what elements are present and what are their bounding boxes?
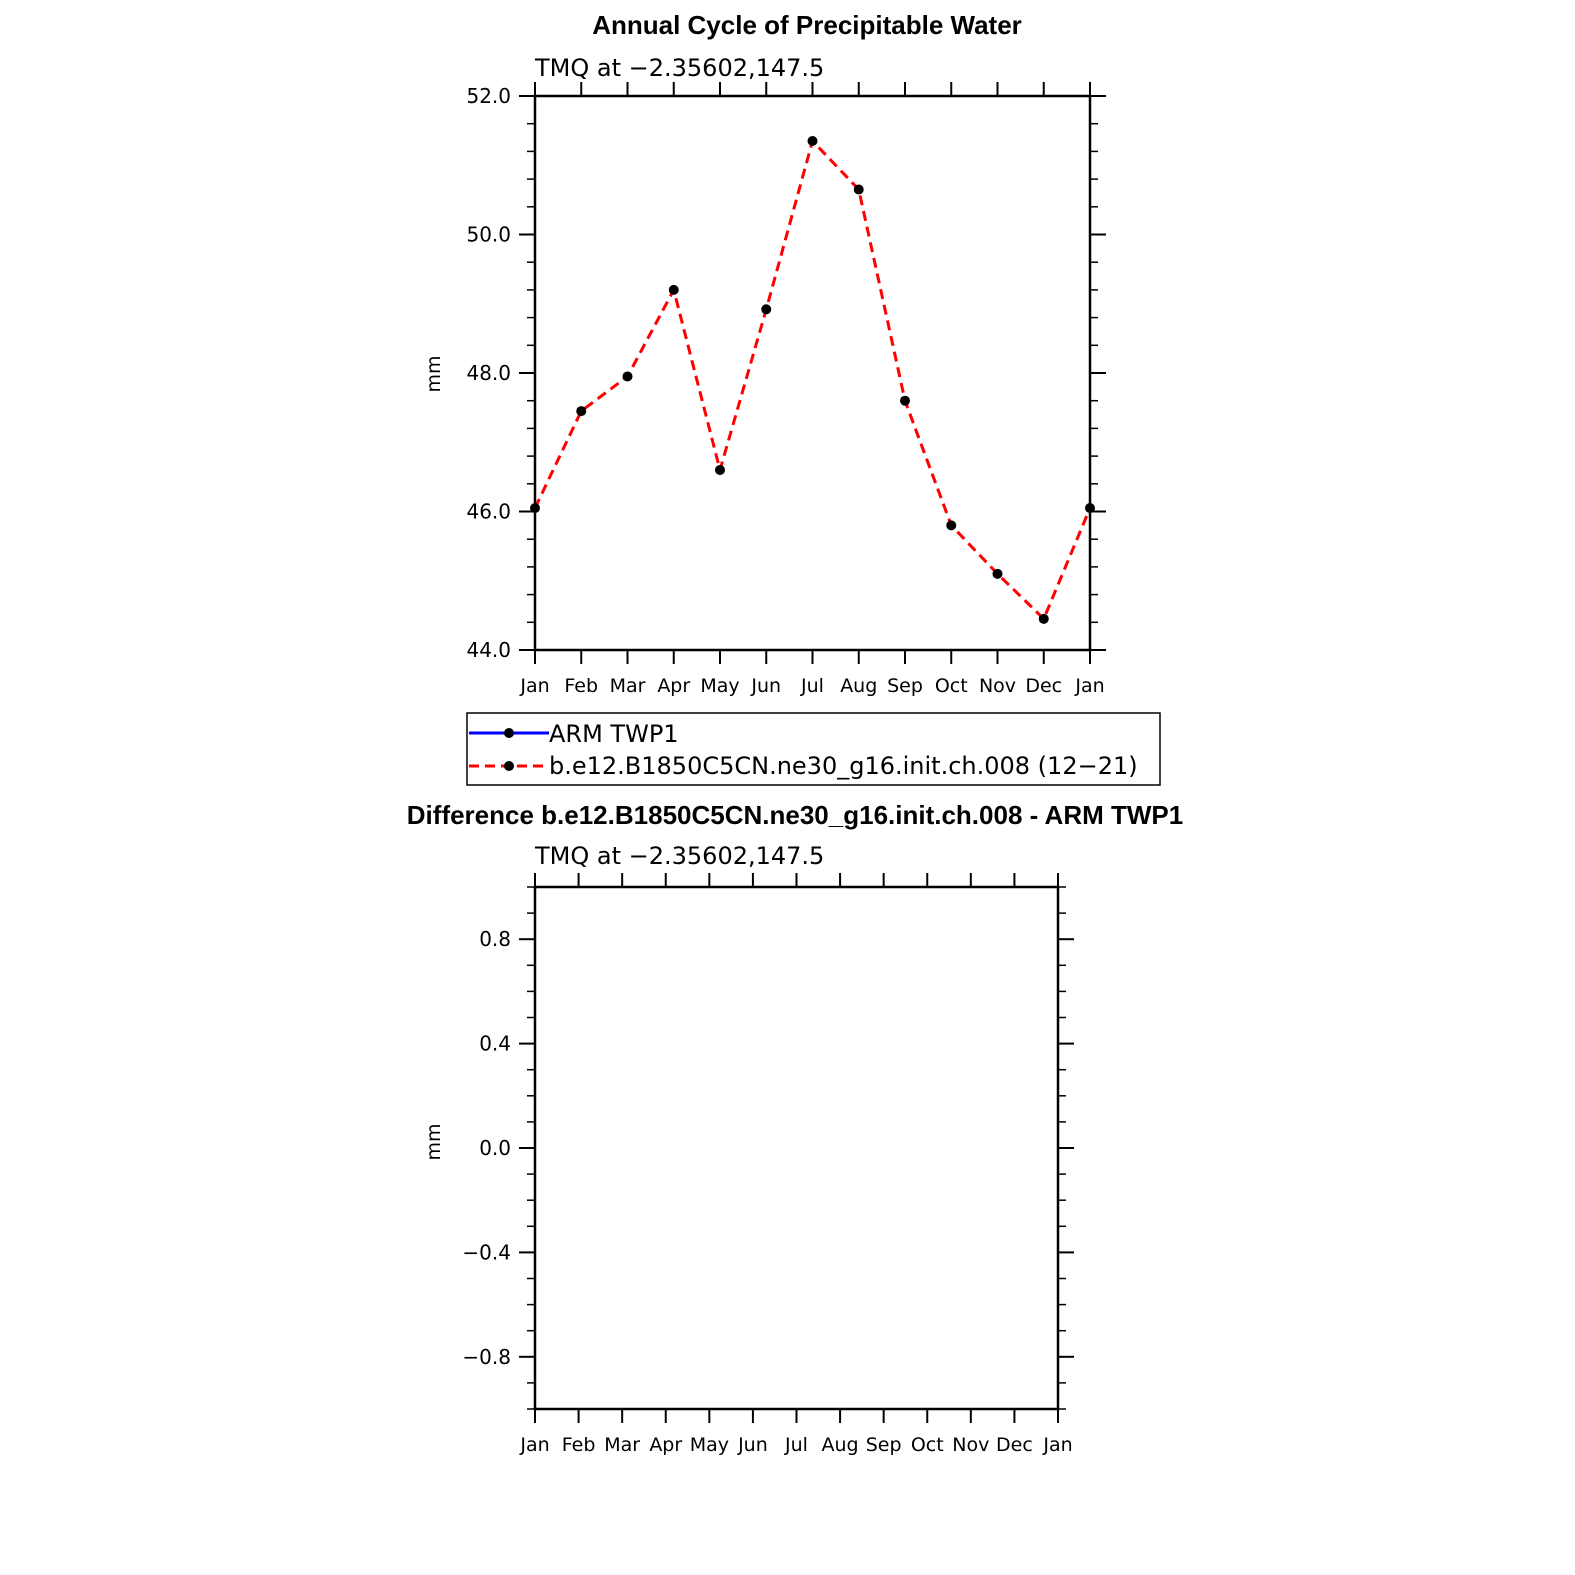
top-axes (466, 82, 1106, 697)
top-series-1-point-jul-6 (808, 136, 818, 146)
bottom-xtick-label-jan: Jan (520, 1434, 550, 1456)
top-xtick-label-oct: Oct (934, 675, 968, 697)
top-series-line-1 (535, 141, 1090, 619)
top-xtick-label-dec: Dec (1025, 675, 1063, 697)
bottom-xtick-label-sep: Sep (865, 1434, 902, 1456)
top-series-layer (530, 136, 1095, 624)
bottom-xtick-label-oct: Oct (910, 1434, 944, 1456)
top-y-axis-label: mm (423, 355, 445, 393)
bottom-ytick-label: 0.8 (479, 927, 511, 952)
top-chart-subtitle: TMQ at −2.35602,147.5 (535, 54, 825, 82)
bottom-xtick-label-nov: Nov (952, 1434, 990, 1456)
top-series-1-point-mar-2 (623, 371, 633, 381)
bottom-xtick-label-jan: Jan (1043, 1434, 1073, 1456)
top-series-1-point-apr-3 (669, 285, 679, 295)
bottom-panel (407, 800, 1183, 1456)
bottom-ytick-label: 0.0 (479, 1136, 511, 1160)
top-xtick-label-sep: Sep (887, 675, 923, 697)
bottom-plot-frame (535, 887, 1058, 1409)
top-ytick-label: 48.0 (466, 361, 511, 385)
legend (467, 713, 1160, 785)
top-series-1-point-nov-10 (993, 569, 1003, 579)
bottom-y-axis-label: mm (423, 1123, 445, 1161)
legend-label-model: b.e12.B1850C5CN.ne30_g16.init.ch.008 (12−21) (549, 752, 1138, 780)
bottom-xtick-label-feb: Feb (561, 1434, 596, 1456)
top-xtick-label-may: May (700, 675, 740, 697)
top-series-1-point-aug-7 (854, 184, 864, 194)
top-series-1-point-jun-5 (761, 304, 771, 314)
legend-swatch-marker-model (504, 761, 514, 771)
top-xtick-label-jan: Jan (1075, 675, 1105, 697)
top-xtick-label-apr: Apr (657, 675, 691, 697)
top-xtick-label-feb: Feb (564, 675, 599, 697)
bottom-ytick-label: −0.4 (462, 1240, 511, 1265)
top-xtick-label-mar: Mar (609, 675, 646, 697)
top-series-1-point-dec-11 (1039, 614, 1049, 624)
top-chart-title: Annual Cycle of Precipitable Water (592, 10, 1022, 40)
top-panel (423, 10, 1106, 697)
bottom-chart-subtitle: TMQ at −2.35602,147.5 (535, 842, 825, 870)
bottom-ytick-label: −0.8 (462, 1344, 511, 1369)
top-series-1-point-sep-8 (900, 396, 910, 406)
legend-swatch-marker-arm-twp1 (504, 728, 514, 738)
top-series-1-point-jan-12 (1085, 503, 1095, 513)
bottom-xtick-label-jul: Jul (785, 1434, 808, 1456)
top-xtick-label-jan: Jan (520, 675, 550, 697)
bottom-xtick-label-apr: Apr (649, 1434, 683, 1456)
top-series-1-point-oct-9 (946, 520, 956, 530)
top-series-1-point-may-4 (715, 465, 725, 475)
bottom-chart-title: Difference b.e12.B1850C5CN.ne30_g16.init.ch.008 - ARM TWP1 (406, 800, 1184, 830)
top-xtick-label-jul: Jul (801, 675, 824, 697)
top-xtick-label-jun: Jun (751, 675, 782, 697)
top-plot-frame (535, 96, 1090, 650)
bottom-xtick-label-may: May (689, 1434, 729, 1456)
top-xtick-label-aug: Aug (840, 675, 878, 697)
top-series-1-point-jan-0 (530, 503, 540, 513)
bottom-ytick-label: 0.4 (479, 1031, 511, 1056)
bottom-xtick-label-aug: Aug (821, 1434, 859, 1456)
top-ytick-label: 50.0 (466, 222, 511, 247)
top-xtick-label-nov: Nov (978, 675, 1017, 697)
top-ytick-label: 52.0 (466, 84, 511, 108)
bottom-xtick-label-jun: Jun (738, 1434, 768, 1456)
top-ytick-label: 46.0 (466, 499, 511, 524)
legend-label-arm-twp1: ARM TWP1 (549, 720, 679, 748)
bottom-xtick-label-mar: Mar (604, 1434, 641, 1456)
bottom-xtick-label-dec: Dec (996, 1434, 1033, 1456)
top-series-1-point-feb-1 (576, 406, 586, 416)
top-ytick-label: 44.0 (466, 638, 511, 662)
bottom-axes (462, 873, 1074, 1456)
